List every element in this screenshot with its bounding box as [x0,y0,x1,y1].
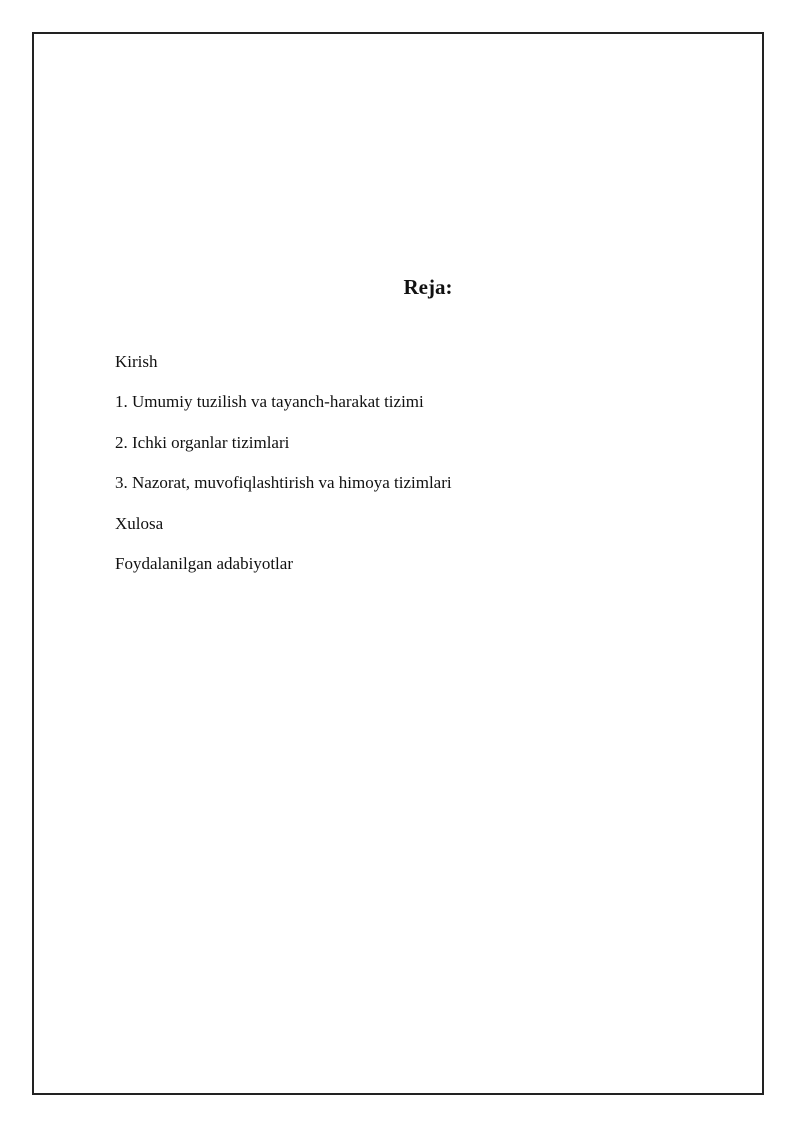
plan-item-conclusion: Xulosa [115,513,164,533]
plan-item-section-1: 1. Umumiy tuzilish va tayanch-harakat tizimi [115,392,424,412]
plan-list [115,350,452,592]
plan-title: Reja: [403,275,453,299]
plan-item-introduction: Kirish [115,352,158,371]
plan-item-references: Foydalanilgan adabiyotlar [115,553,293,573]
plan-item-section-3: 3. Nazorat, muvofiqlashtirish va himoya tizimlari [115,473,452,493]
plan-item-section-2: 2. Ichki organlar tizimlari [115,432,290,452]
